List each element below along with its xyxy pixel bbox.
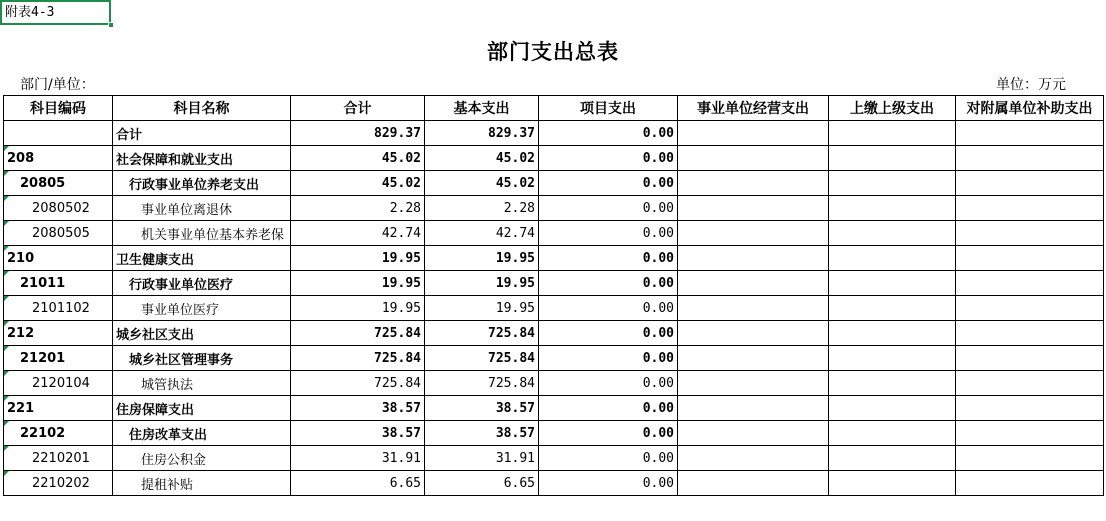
cell-subsidiary[interactable] [956,271,1104,296]
cell-code[interactable]: 21011 [4,271,113,296]
cell-subsidiary[interactable] [956,146,1104,171]
cell-name[interactable]: 提租补贴 [113,471,291,496]
cell-upper[interactable] [829,121,956,146]
cell-business[interactable] [678,321,829,346]
table-row [4,371,1104,396]
cell-code[interactable]: 210 [4,246,113,271]
cell-upper[interactable] [829,296,956,321]
table-header-row [4,96,1104,121]
cell-upper[interactable] [829,346,956,371]
cell-upper[interactable] [829,171,956,196]
cell-total[interactable]: 38.57 [291,421,425,446]
cell-project[interactable]: 0.00 [539,121,678,146]
cell-upper[interactable] [829,371,956,396]
cell-name[interactable]: 卫生健康支出 [113,246,291,271]
cell-name[interactable]: 住房改革支出 [113,421,291,446]
cell-upper[interactable] [829,221,956,246]
cell-code[interactable]: 2210201 [4,446,113,471]
cell-name[interactable]: 住房公积金 [113,446,291,471]
cell-project[interactable]: 0.00 [539,321,678,346]
cell-business[interactable] [678,146,829,171]
cell-basic[interactable]: 2.28 [425,196,539,221]
cell-basic[interactable]: 725.84 [425,346,539,371]
cell-subsidiary[interactable] [956,421,1104,446]
cell-subsidiary[interactable] [956,371,1104,396]
cell-basic[interactable]: 829.37 [425,121,539,146]
cell-basic[interactable]: 31.91 [425,446,539,471]
cell-upper[interactable] [829,146,956,171]
cell-name[interactable]: 城乡社区支出 [113,321,291,346]
header-business[interactable]: 事业单位经营支出 [678,96,829,121]
cell-upper[interactable] [829,271,956,296]
header-code[interactable]: 科目编码 [4,96,113,121]
cell-code[interactable]: 2120104 [4,371,113,396]
cell-upper[interactable] [829,446,956,471]
cell-code[interactable] [4,121,113,146]
cell-total[interactable]: 829.37 [291,121,425,146]
cell-name[interactable]: 城管执法 [113,371,291,396]
cell-total[interactable]: 725.84 [291,371,425,396]
cell-code[interactable]: 22102 [4,421,113,446]
cell-business[interactable] [678,121,829,146]
cell-basic[interactable]: 45.02 [425,171,539,196]
cell-project[interactable]: 0.00 [539,421,678,446]
cell-upper[interactable] [829,196,956,221]
cell-total[interactable]: 45.02 [291,146,425,171]
table-row [4,146,1104,171]
cell-total[interactable]: 19.95 [291,271,425,296]
table-row [4,271,1104,296]
table-row [4,246,1104,271]
cell-name[interactable]: 事业单位医疗 [113,296,291,321]
cell-subsidiary[interactable] [956,471,1104,496]
cell-project[interactable]: 0.00 [539,371,678,396]
cell-basic[interactable]: 42.74 [425,221,539,246]
cell-project[interactable]: 0.00 [539,296,678,321]
cell-business[interactable] [678,296,829,321]
page-title: 部门支出总表 [487,40,619,64]
cell-basic[interactable]: 38.57 [425,421,539,446]
cell-code[interactable]: 2101102 [4,296,113,321]
cell-basic[interactable]: 6.65 [425,471,539,496]
cell-name[interactable]: 机关事业单位基本养老保 [113,221,291,246]
header-basic[interactable]: 基本支出 [425,96,539,121]
cell-subsidiary[interactable] [956,121,1104,146]
cell-business[interactable] [678,246,829,271]
cell-total[interactable]: 38.57 [291,396,425,421]
cell-basic[interactable]: 45.02 [425,146,539,171]
cell-code[interactable]: 221 [4,396,113,421]
header-total[interactable]: 合计 [291,96,425,121]
cell-business[interactable] [678,196,829,221]
cell-name[interactable]: 城乡社区管理事务 [113,346,291,371]
cell-basic[interactable]: 38.57 [425,396,539,421]
header-upper[interactable]: 上缴上级支出 [829,96,956,121]
cell-subsidiary[interactable] [956,246,1104,271]
cell-name[interactable]: 行政事业单位养老支出 [113,171,291,196]
cell-name[interactable]: 合计 [113,121,291,146]
cell-name[interactable]: 行政事业单位医疗 [113,271,291,296]
cell-upper[interactable] [829,471,956,496]
cell-business[interactable] [678,171,829,196]
table-row [4,471,1104,496]
cell-subsidiary[interactable] [956,446,1104,471]
table-row [4,396,1104,421]
table-row [4,121,1104,146]
cell-basic[interactable]: 19.95 [425,246,539,271]
cell-total[interactable]: 31.91 [291,446,425,471]
cell-basic[interactable]: 19.95 [425,296,539,321]
table-row [4,221,1104,246]
table-row [4,171,1104,196]
cell-code[interactable]: 21201 [4,346,113,371]
cell-business[interactable] [678,396,829,421]
cell-upper[interactable] [829,246,956,271]
header-subsidiary[interactable]: 对附属单位补助支出 [956,96,1104,121]
cell-subsidiary[interactable] [956,196,1104,221]
cell-business[interactable] [678,471,829,496]
cell-name[interactable]: 事业单位离退休 [113,196,291,221]
cell-business[interactable] [678,421,829,446]
cell-total[interactable]: 19.95 [291,246,425,271]
cell-code[interactable]: 212 [4,321,113,346]
cell-upper[interactable] [829,321,956,346]
cell-business[interactable] [678,446,829,471]
cell-project[interactable]: 0.00 [539,221,678,246]
cell-code[interactable]: 2080505 [4,221,113,246]
cell-total[interactable]: 45.02 [291,171,425,196]
cell-basic[interactable]: 725.84 [425,371,539,396]
table-row [4,296,1104,321]
cell-subsidiary[interactable] [956,321,1104,346]
cell-code[interactable]: 208 [4,146,113,171]
table-row [4,321,1104,346]
table-row [4,196,1104,221]
header-project[interactable]: 项目支出 [539,96,678,121]
cell-project[interactable]: 0.00 [539,271,678,296]
cell-project[interactable]: 0.00 [539,446,678,471]
cell-total[interactable]: 725.84 [291,321,425,346]
cell-project[interactable]: 0.00 [539,146,678,171]
expenditure-table [3,95,1104,496]
cell-upper[interactable] [829,396,956,421]
cell-business[interactable] [678,271,829,296]
cell-project[interactable]: 0.00 [539,396,678,421]
cell-name[interactable]: 住房保障支出 [113,396,291,421]
cell-project[interactable]: 0.00 [539,246,678,271]
cell-total[interactable]: 6.65 [291,471,425,496]
cell-subsidiary[interactable] [956,346,1104,371]
cell-business[interactable] [678,346,829,371]
cell-total[interactable]: 19.95 [291,296,425,321]
cell-business[interactable] [678,371,829,396]
cell-total[interactable]: 42.74 [291,221,425,246]
selected-cell-a1[interactable]: 附表4-3 [0,0,111,25]
cell-subsidiary[interactable] [956,296,1104,321]
cell-total[interactable]: 2.28 [291,196,425,221]
cell-business[interactable] [678,221,829,246]
dept-unit-label: 部门/单位： [20,77,95,93]
cell-project[interactable]: 0.00 [539,196,678,221]
fill-handle[interactable] [108,22,114,28]
cell-subsidiary[interactable] [956,221,1104,246]
cell-upper[interactable] [829,421,956,446]
cell-project[interactable]: 0.00 [539,346,678,371]
cell-project[interactable]: 0.00 [539,171,678,196]
cell-basic[interactable]: 725.84 [425,321,539,346]
cell-basic[interactable]: 19.95 [425,271,539,296]
unit-label: 单位：万元 [996,77,1066,93]
cell-subsidiary[interactable] [956,171,1104,196]
cell-code[interactable]: 20805 [4,171,113,196]
cell-code[interactable]: 2210202 [4,471,113,496]
table-row [4,421,1104,446]
header-name[interactable]: 科目名称 [113,96,291,121]
table-row [4,446,1104,471]
cell-project[interactable]: 0.00 [539,471,678,496]
table-row [4,346,1104,371]
cell-subsidiary[interactable] [956,396,1104,421]
cell-code[interactable]: 2080502 [4,196,113,221]
cell-total[interactable]: 725.84 [291,346,425,371]
cell-name[interactable]: 社会保障和就业支出 [113,146,291,171]
